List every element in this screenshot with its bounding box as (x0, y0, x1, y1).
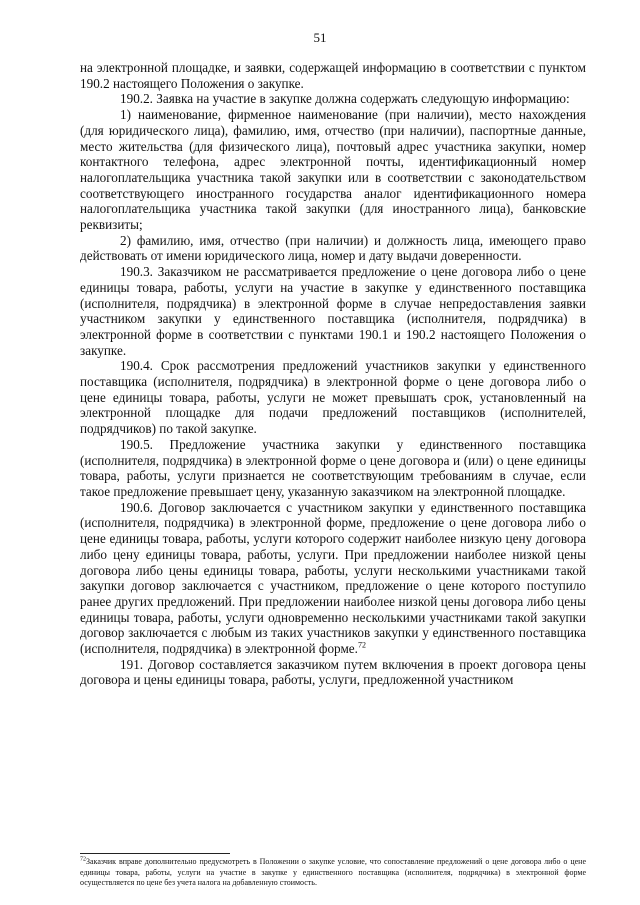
paragraph (80, 60, 586, 91)
paragraph-text: 1) наименование, фирменное наименование (при наличии), место нахождения (для юридического лица), фамилию, имя, отчество (при наличии), паспортные данные, место жительства (для физического лица), почтовый адрес участника закупки, номер контактного телефона, адрес электронной почты, идентификационный номер налогоплательщика участника такой закупки или в соответствии с законодательством соответствующего иностранного государства аналог идентификационного номера налогоплательщика участника такой закупки (для иностранного лица), банковские реквизиты; (80, 107, 586, 233)
paragraph (80, 358, 586, 437)
paragraph-text: 2) фамилию, имя, отчество (при наличии) и должность лица, имеющего право действовать от имени юридического лица, номер и дату выдачи доверенности. (80, 232, 586, 264)
footnote-separator (80, 853, 230, 854)
paragraph-text: 190.3. Заказчиком не рассматривается предложение о цене договора либо о цене единицы товара, работы, услуги на участие в закупке у единственного поставщика (исполнителя, подрядчика) в электронной форме в случае непредоставления заявки участником закупки у единственного поставщика (исполнителя, подрядчика) в электронной форме в соответствии с пунктами 190.1 и 190.2 настоящего Положения о закупке. (80, 264, 586, 358)
paragraph (80, 91, 586, 107)
paragraph-text: 190.2. Заявка на участие в закупке должна содержать следующую информацию: (120, 91, 570, 107)
paragraph-text: 190.5. Предложение участника закупки у единственного поставщика (исполнителя, подрядчика) в электронной форме о цене договора и (или) о цене единицы товара, работы, услуги признается не соответствующим требованиям в случае, если такое предложение превышает цену, указанную заказчиком на электронной площадке. (80, 436, 586, 499)
paragraph-text: 191. Договор составляется заказчиком путем включения в проект договора цены договора и цены единицы товара, работы, услуги, предложенной участником (80, 656, 586, 688)
paragraph (80, 657, 586, 688)
paragraph-text: на электронной площадке, и заявки, содержащей информацию в соответствии с пунктом 190.2 настоящего Положения о закупке. (80, 60, 586, 91)
paragraph-text: 190.4. Срок рассмотрения предложений участников закупки у единственного поставщика (исполнителя, подрядчика) в электронной форме о цене договора либо о цене единицы товара, работы, услуги не может превышать срок, установленный на электронной площадке для подачи предложений поставщиков (исполнителей, подрядчиков) по такой закупке. (80, 358, 586, 437)
page-number: 51 (313, 30, 327, 45)
footnote-marker: 72 (80, 856, 86, 863)
paragraph (80, 233, 586, 264)
paragraph (80, 107, 586, 233)
paragraph (80, 500, 586, 657)
paragraph-text: 190.6. Договор заключается с участником закупки у единственного поставщика (исполнителя, подрядчика) в электронной форме, предложение о цене договора либо о цене единицы товара, работы, услуги которого содержит наиболее низкую цену договора либо цену единицы товара, работы, услуги. При предложении наиболее низкой цены договора либо цены единицы товара, работы, услуги несколькими участниками такой закупки договор заключается с участником, предложение о цене которого поступило ранее других предложений. При предложении наиболее низкой цены договора либо цены единицы товара, работы, услуги одновременно несколькими участниками такой закупки договор заключается с любым из таких участников закупки у единственного поставщика (исполнителя, подрядчика) в электронной форме. (80, 499, 586, 657)
paragraph (80, 437, 586, 500)
body-text (80, 60, 586, 688)
footnote-text: Заказчик вправе дополнительно предусмотреть в Положении о закупке условие, что сопоставление предложений о цене договора либо о цене единицы товара, работы, услуги на участие в закупке у единственного поставщика (исполнителя, подрядчика) в электронной форме осуществляется по цене без учета налога на добавленную стоимость. (80, 857, 586, 887)
footnote (80, 857, 586, 889)
footnote-reference: 72 (357, 640, 366, 650)
paragraph (80, 264, 586, 358)
